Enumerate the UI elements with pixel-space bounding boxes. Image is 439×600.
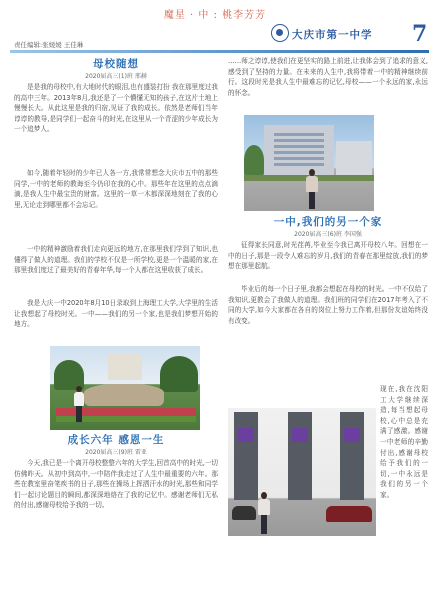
- article-4-paragraph: 征得家长同意,时光荏苒,毕业至今我已离开母校八年。回想在一中的日子,那是一段令人难忘的岁月,我们的青春在那里绽放,我们的梦想在那里起航。: [228, 241, 428, 271]
- article-1-paragraph: 如今,随着年轻时的少年已人各一方,我常常想念大庆市五中的那些同学,一中的老师的教诲至今仍印在我的心中。那些年在这里的点点滴滴,是我人生中最宝贵的财富。这里的一草一木都深深地刻在了我的心里,无论走到哪里都不会忘记。: [14, 169, 218, 209]
- page-number: 7: [412, 21, 428, 47]
- section-title: 魔星 · 中 : 桃李芳芳: [163, 10, 267, 21]
- article-1-paragraph: 我是大庆一中2020年8月10日录取到上海理工大学,大学里的生活让我想起了母校时光。一中——我们的另一个家,也是我们梦想开始的地方。: [14, 299, 218, 329]
- article-4-byline: 2020届高三(6)班 李国强: [294, 231, 362, 238]
- header-rule: [10, 50, 429, 53]
- tree: [244, 145, 264, 175]
- page-header: [0, 0, 439, 54]
- pillar: [288, 412, 312, 500]
- car: [326, 506, 372, 522]
- school-logo-icon: [271, 24, 289, 42]
- person-figure: [258, 492, 270, 534]
- banner: [238, 428, 254, 442]
- person-figure: [74, 386, 84, 422]
- article-2-byline: 2020届高三(9)班 雷亚: [85, 449, 147, 456]
- building: [108, 354, 142, 380]
- university-gate-photo: [228, 408, 376, 536]
- person-figure: [306, 169, 318, 209]
- person-head: [261, 492, 267, 499]
- person-legs: [261, 515, 267, 534]
- pillar: [340, 412, 364, 500]
- carved-stone: [84, 384, 164, 406]
- article-1-paragraph: 是是我的母校中,有大地时代的眼泪,也有盛装打扮 我在那里度过我的高中三年。2013年8月,我还是了一个懵懂无知的孩子,在这片土地上慢慢长大。从此这里是我的归宿,见证了我的成长。依然是老师们当年谆谆的教导,是同学们一起奋斗的时光,在这里从一个青涩的少年成长为一个追梦人。: [14, 83, 218, 134]
- person-legs: [76, 406, 82, 422]
- article-4-paragraph: 毕业后的每一个日子里,我都会想起在母校的时光。一中不仅给了我知识,更教会了我做人的道理。我们班的同学们在2017年考入了不同的大学,如今大家都在各自的岗位上努力工作着,但那份友谊始终没有改变。: [228, 285, 428, 325]
- building: [336, 141, 372, 175]
- banner: [344, 428, 360, 442]
- building-windows: [274, 133, 324, 167]
- article-1-paragraph: 一中的精神激励着我们走向更远的地方,在那里我们学到了知识,也懂得了做人的道理。我们的学校不仅是一所学校,更是一个温暖的家,在那里我们度过了最美好的青春年华,每一个人都在这里收获了成长。: [14, 245, 218, 275]
- person-torso: [74, 392, 84, 406]
- person-head: [309, 169, 315, 176]
- article-2-title: 成长六年 感恩一生: [67, 434, 165, 446]
- person-torso: [258, 499, 270, 515]
- person-legs: [309, 192, 315, 209]
- school-plaza-photo: [244, 115, 374, 211]
- article-4-paragraph: 现在,我在沈阳工大学继续深造,每当想起母校,心中总是充满了感激。感谢一中老师的辛勤付出,感谢母校给予我们的一切,一中永远是我们的另一个家。: [380, 385, 428, 499]
- article-1-title: 母校随想: [93, 58, 139, 70]
- article-4-title: 一中,我们的另一个家: [273, 216, 383, 228]
- car: [232, 506, 256, 520]
- school-name: 大庆市第一中学: [292, 29, 373, 41]
- article-2-paragraph: 今天,我已是一个离开母校整整六年的大学生,回首高中的时光,一切仿佛昨天。从初中到高中,一中陪伴我走过了人生中最重要的六年。那些在教室里奋笔疾书的日子,那些在操场上挥洒汗水的时光,那些和同学们一起讨论题目的瞬间,都深深地烙在了我的记忆中。感谢老师们无私的付出,感谢母校给予我的一切。: [14, 459, 218, 510]
- tree: [160, 356, 198, 392]
- article-3-paragraph: ……师之谆谆,使我们在更坚实的路上前进,让我体会到了追求的意义,感受到了坚持的力量。在未来的人生中,我将带着一中的精神继续前行。这段时光是我人生中最难忘的记忆,母校——一个永远的家,永远的怀念。: [228, 57, 428, 97]
- editor-credit: 责任编辑:张媛媛 王佳琳: [14, 41, 84, 49]
- person-torso: [306, 176, 318, 192]
- pillar: [234, 412, 258, 500]
- campus-garden-photo: [50, 346, 200, 430]
- article-1-byline: 2020届高三(1)班 邢赫: [85, 73, 147, 80]
- banner: [292, 428, 308, 442]
